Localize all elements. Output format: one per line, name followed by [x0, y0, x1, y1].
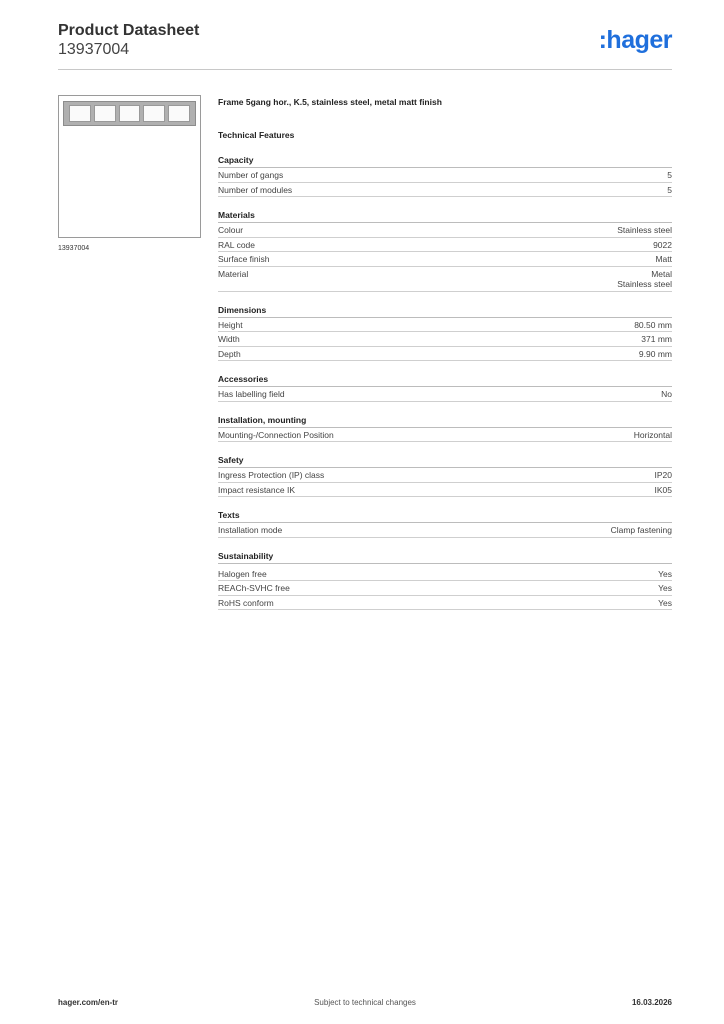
spec-value: 9.90 mm — [638, 348, 672, 359]
spec-row — [218, 267, 672, 292]
spec-row — [218, 428, 672, 443]
spec-row — [218, 223, 672, 238]
section-sustainability — [218, 550, 672, 611]
spec-label: Halogen free — [218, 568, 267, 579]
spec-value: 371 mm — [641, 334, 672, 344]
spec-row — [218, 332, 672, 347]
frame-slot — [119, 105, 141, 122]
spec-row — [218, 183, 672, 198]
spec-label: Impact resistance IK — [218, 484, 296, 495]
section-title: Dimensions — [218, 304, 672, 318]
image-caption: 13937004 — [58, 245, 90, 252]
footer-note: Subject to technical changes — [314, 998, 416, 1007]
hager-logo: :hager — [598, 26, 672, 54]
section-title: Materials — [218, 209, 672, 223]
spec-row — [218, 581, 672, 596]
spec-row — [218, 523, 672, 538]
spec-label: REACh-SVHC free — [218, 583, 290, 593]
frame-slot — [168, 105, 190, 122]
spec-row — [218, 567, 672, 582]
spec-label: Depth — [218, 348, 241, 359]
spec-label: Installation mode — [218, 525, 283, 535]
spec-row — [218, 387, 672, 402]
header-divider — [58, 69, 672, 70]
frame-slot — [143, 105, 165, 122]
spec-label: Colour — [218, 225, 244, 235]
spec-label: RoHS conform — [218, 597, 274, 608]
page-title: Product Datasheet — [58, 22, 200, 39]
spec-row — [218, 596, 672, 611]
footer-website-link[interactable]: hager.com/en-tr — [58, 998, 119, 1007]
spec-value: IK05 — [654, 484, 672, 495]
section-title: Installation, mounting — [218, 414, 672, 428]
spec-label: Mounting-/Connection Position — [218, 429, 334, 440]
spec-row — [218, 238, 672, 253]
spec-value: 5 — [667, 170, 672, 180]
spec-label: Number of gangs — [218, 170, 284, 180]
spec-value: Yes — [658, 568, 672, 579]
spec-label: Ingress Protection (IP) class — [218, 470, 325, 480]
section-installation — [218, 414, 672, 443]
frame-slot — [94, 105, 116, 122]
frame-5gang-illustration — [63, 101, 196, 126]
section-title: Sustainability — [218, 550, 672, 564]
document-header — [58, 21, 199, 59]
section-title: Accessories — [218, 373, 672, 387]
spec-label: Width — [218, 334, 240, 344]
section-title: Safety — [218, 454, 672, 468]
spec-value: 80.50 mm — [634, 319, 672, 330]
spec-value-line: Stainless steel — [617, 279, 672, 289]
spec-row — [218, 483, 672, 498]
spec-value: No — [661, 389, 672, 399]
spec-value: 9022 — [653, 239, 672, 250]
section-capacity — [218, 154, 672, 197]
spec-label: Height — [218, 319, 243, 330]
spec-row — [218, 168, 672, 183]
frame-slot — [69, 105, 91, 122]
section-dimensions — [218, 304, 672, 362]
product-description: Frame 5gang hor., K.5, stainless steel, metal matt finish — [218, 97, 442, 107]
article-number: 13937004 — [58, 41, 130, 58]
section-title: Capacity — [218, 154, 672, 168]
spec-label: RAL code — [218, 239, 256, 250]
footer-date: 16.03.2026 — [631, 998, 672, 1007]
spec-value: Yes — [658, 583, 672, 593]
spec-value — [617, 269, 672, 290]
spec-value: Clamp fastening — [610, 525, 672, 535]
spec-content — [218, 95, 672, 610]
spec-row — [218, 318, 672, 333]
spec-row — [218, 252, 672, 267]
section-title: Texts — [218, 509, 672, 523]
section-materials — [218, 209, 672, 292]
spec-value: 5 — [667, 184, 672, 195]
spec-label: Number of modules — [218, 184, 293, 195]
spec-value: Yes — [658, 597, 672, 608]
section-safety — [218, 454, 672, 497]
spec-value: Horizontal — [633, 429, 672, 440]
spec-row — [218, 347, 672, 362]
spec-label: Has labelling field — [218, 389, 285, 399]
section-accessories — [218, 373, 672, 402]
spec-row — [218, 468, 672, 483]
spec-label: Surface finish — [218, 254, 270, 264]
product-image — [58, 95, 201, 238]
spec-label: Material — [218, 268, 249, 279]
spec-value-line: Metal — [651, 268, 672, 279]
spec-value: Matt — [655, 254, 672, 264]
technical-features-title: Technical Features — [218, 130, 295, 140]
spec-value: Stainless steel — [617, 225, 672, 235]
spec-value: IP20 — [654, 470, 672, 480]
section-texts — [218, 509, 672, 538]
